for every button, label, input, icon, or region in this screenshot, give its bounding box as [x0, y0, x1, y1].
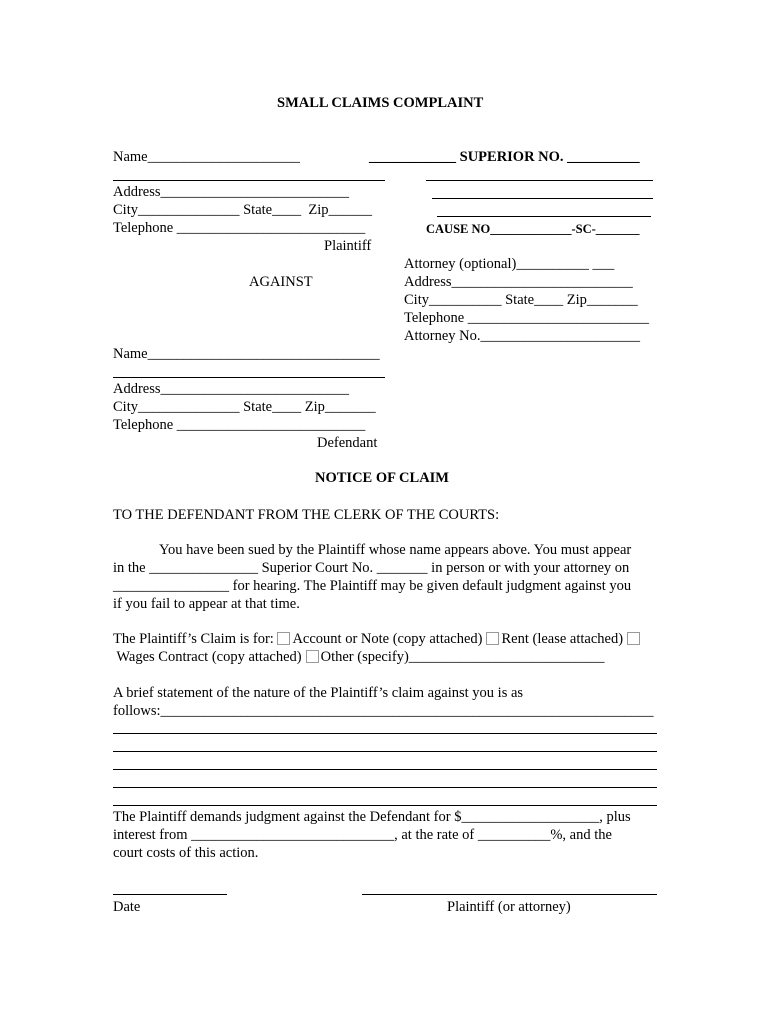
superior-no-field[interactable]: ____________ SUPERIOR NO. __________ — [369, 149, 640, 165]
demand-line-3: court costs of this action. — [113, 845, 259, 861]
claim-type-row-2 — [113, 648, 605, 666]
wages-checkbox[interactable] — [627, 632, 640, 645]
defendant-label: Defendant — [317, 435, 378, 451]
statement-blank-line[interactable] — [113, 751, 657, 752]
court-line-2[interactable] — [432, 198, 653, 199]
notice-paragraph-line-4: if you fail to appear at that time. — [113, 596, 300, 612]
attorney-city-state-zip-field[interactable]: City__________ State____ Zip_______ — [404, 292, 638, 308]
claim-for-label: The Plaintiff’s Claim is for: — [113, 631, 278, 647]
cause-no-field[interactable]: CAUSE NO_____________-SC-_______ — [426, 222, 640, 236]
court-line-1[interactable] — [426, 180, 653, 181]
rent-checkbox[interactable] — [486, 632, 499, 645]
attorney-number-field[interactable]: Attorney No.______________________ — [404, 328, 641, 344]
defendant-address-field[interactable]: Address__________________________ — [113, 381, 350, 397]
statement-follows-field[interactable]: follows:____________________________________________________________________ — [113, 703, 654, 719]
court-line-3[interactable] — [437, 216, 651, 217]
account-note-checkbox[interactable] — [277, 632, 290, 645]
date-signature-line[interactable] — [113, 894, 227, 895]
plaintiff-city-state-zip-field[interactable]: City______________ State____ Zip______ — [113, 202, 372, 218]
notice-paragraph-line-3[interactable]: ________________ for hearing. The Plaintiff may be given default judgment against you — [113, 578, 632, 594]
defendant-name-continuation-line[interactable] — [113, 377, 385, 378]
claim-type-row-1 — [113, 630, 642, 648]
notice-paragraph-line-1: You have been sued by the Plaintiff whose name appears above. You must appear — [159, 542, 632, 558]
notice-heading: NOTICE OF CLAIM — [315, 470, 449, 486]
account-note-option-label: Account or Note (copy attached) — [292, 631, 483, 647]
document-title: SMALL CLAIMS COMPLAINT — [277, 95, 484, 111]
plaintiff-name-continuation-line[interactable] — [113, 180, 385, 181]
statement-blank-line[interactable] — [113, 805, 657, 806]
statement-blank-line[interactable] — [113, 787, 657, 788]
defendant-city-state-zip-field[interactable]: City______________ State____ Zip_______ — [113, 399, 376, 415]
plaintiff-name-field[interactable]: Name_____________________ — [113, 149, 300, 165]
attorney-address-field[interactable]: Address_________________________ — [404, 274, 633, 290]
other-specify-field[interactable]: Other (specify)___________________________ — [320, 649, 605, 665]
attorney-telephone-field[interactable]: Telephone _________________________ — [404, 310, 650, 326]
attorney-optional-field[interactable]: Attorney (optional)__________ ___ — [404, 256, 615, 272]
other-checkbox[interactable] — [306, 650, 319, 663]
demand-line-2[interactable]: interest from ____________________________, at the rate of __________%, and the — [113, 827, 612, 843]
plaintiff-label: Plaintiff — [324, 238, 372, 254]
against-label: AGAINST — [249, 274, 313, 290]
plaintiff-signature-line[interactable] — [362, 894, 657, 895]
defendant-name-field[interactable]: Name________________________________ — [113, 346, 380, 362]
statement-blank-line[interactable] — [113, 769, 657, 770]
notice-paragraph-line-2[interactable]: in the _______________ Superior Court No. _______ in person or with your attorney on — [113, 560, 630, 576]
date-label: Date — [113, 899, 141, 915]
plaintiff-telephone-field[interactable]: Telephone __________________________ — [113, 220, 366, 236]
rent-option-label: Rent (lease attached) — [501, 631, 624, 647]
demand-line-1[interactable]: The Plaintiff demands judgment against the Defendant for $___________________, plus — [113, 809, 631, 825]
statement-line-1: A brief statement of the nature of the Plaintiff’s claim against you is as — [113, 685, 524, 701]
statement-blank-line[interactable] — [113, 733, 657, 734]
plaintiff-address-field[interactable]: Address__________________________ — [113, 184, 350, 200]
wages-option-label: Wages Contract (copy attached) — [113, 649, 302, 665]
notice-to-line: TO THE DEFENDANT FROM THE CLERK OF THE COURTS: — [113, 507, 500, 523]
defendant-telephone-field[interactable]: Telephone __________________________ — [113, 417, 366, 433]
plaintiff-signature-label: Plaintiff (or attorney) — [447, 899, 571, 915]
